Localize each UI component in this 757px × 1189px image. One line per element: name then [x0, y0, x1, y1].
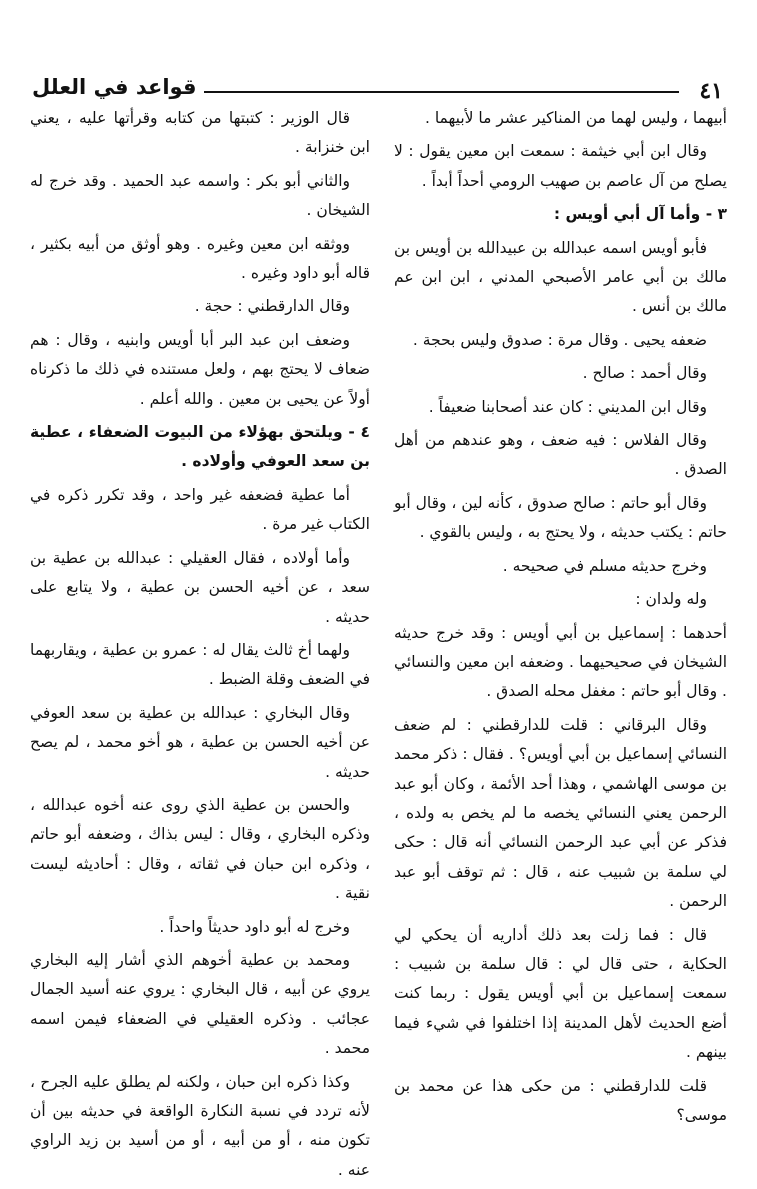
paragraph: ومحمد بن عطية أخوهم الذي أشار إليه البخاري يروي عن أبيه ، قال البخاري : يروي عنه أسيد الجمال عجائب . وذكره العقيلي في الضعفاء فيمن اسمه محمد .	[30, 950, 370, 1058]
right-column	[394, 104, 727, 1134]
section-heading: ٤ - ويلتحق بهؤلاء من البيوت الضعفاء ، عطية بن سعد العوفي وأولاده .	[30, 423, 370, 471]
paragraph: ولهما أخ ثالث يقال له : عمرو بن عطية ، ويقاربهما في الضعف وقلة الضبط .	[30, 640, 370, 689]
book-title: قواعد في العلل	[32, 75, 197, 99]
header-rule	[204, 91, 679, 93]
paragraph: وقال الفلاس : فيه ضعف ، وهو عندهم من أهل الصدق .	[394, 431, 727, 479]
paragraph: فأبو أويس اسمه عبدالله بن عبيدالله بن أويس بن مالك بن أبي عامر الأصبحي المدني ، ابن ابن عم مالك بن أنس .	[394, 238, 727, 316]
section-heading: ٣ - وأما آل أبي أويس :	[553, 205, 727, 224]
paragraph: ضعفه يحيى . وقال مرة : صدوق وليس بحجة .	[412, 330, 707, 349]
left-column	[30, 104, 370, 1189]
page-number: ٤١	[699, 78, 723, 104]
paragraph: وخرج له أبو داود حديثاً واحداً .	[159, 917, 350, 936]
paragraph: والثاني أبو بكر : واسمه عبد الحميد . وقد خرج له الشيخان .	[30, 171, 370, 220]
paragraph: وخرج حديثه مسلم في صحيحه .	[502, 556, 707, 575]
paragraph: وقال البخاري : عبدالله بن عطية بن سعد العوفي عن أخيه الحسن بن عطية ، هو أخو محمد ، لم يصح حديثه .	[30, 703, 370, 781]
paragraph: أبيهما ، وليس لهما من المناكير عشر ما لأبيهما .	[424, 109, 727, 127]
paragraph: وأما أولاده ، فقال العقيلي : عبدالله بن عطية بن سعد ، عن أخيه الحسن بن عطية ، ولا يتابع على حديثه .	[30, 548, 370, 626]
paragraph: وقال البرقاني : قلت للدارقطني : لم ضعف النسائي إسماعيل بن أبي أويس؟ . فقال : ذكر محمد بن موسى الهاشمي ، وهذا أحد الأئمة ، وكان أبو عبد الرحمن يعني النسائي يخصه ما لم يخص به ولده ، فذكر عن أبي عبد الرحمن النسائي أنه قال : حكى لي سلمة بن شبيب عنه ، قال : ثم توقف أبو عبد الرحمن .	[394, 715, 727, 911]
paragraph: قال الوزير : كتبتها من كتابه وقرأتها عليه ، يعني ابن خنزابة .	[30, 109, 370, 157]
paragraph: والحسن بن عطية الذي روى عنه أخوه عبدالله ، وذكره البخاري ، وقال : ليس بذاك ، وضعفه أبو حاتم ، وذكره ابن حبان في ثقاته ، وقال : أحاديثه ليست نقية .	[30, 795, 370, 903]
paragraph: قال : فما زلت بعد ذلك أداريه أن يحكي لي الحكاية ، حتى قال لي : قال سلمة بن شبيب : سمعت إسماعيل بن أبي أويس يقول : ربما كنت أضع الحديث لأهل المدينة إذا اختلفوا في شيء فيما بينهم .	[394, 925, 727, 1062]
paragraph: وقال أبو حاتم : صالح صدوق ، كأنه لين ، وقال أبو حاتم : يكتب حديثه ، ولا يحتج به ، وليس بالقوي .	[394, 493, 727, 542]
paragraph: ووثقه ابن معين وغيره . وهو أوثق من أبيه بكثير ، قاله أبو داود وغيره .	[30, 234, 370, 283]
paragraph: وضعف ابن عبد البر أبا أويس وابنيه ، وقال : هم ضعاف لا يحتج بهم ، ولعل مستنده في ذلك ما ذكرناه أولاً عن يحيى بن معين . والله أعلم .	[30, 330, 370, 408]
paragraph: وكذا ذكره ابن حبان ، ولكنه لم يطلق عليه الجرح ، لأنه تردد في نسبة النكارة الواقعة في حديثه بين أن تكون منه ، أو من أبيه ، أو من أسيد بن زيد الراوي عنه .	[30, 1072, 370, 1179]
paragraph: وقال الدارقطني : حجة .	[194, 297, 350, 316]
paragraph: أحدهما : إسماعيل بن أبي أويس : وقد خرج حديثه الشيخان في صحيحيهما . وضعفه ابن معين والنسائي . وقال أبو حاتم : مغفل محله الصدق .	[394, 623, 727, 701]
paragraph: وقال ابن أبي خيثمة : سمعت ابن معين يقول : لا يصلح من آل عاصم بن صهيب الرومي أحداً أبداً .	[394, 142, 727, 190]
paragraph: قلت للدارقطني : من حكى هذا عن محمد بن موسى؟	[394, 1076, 727, 1124]
paragraph: أما عطية فضعفه غير واحد ، وقد تكرر ذكره في الكتاب غير مرة .	[30, 485, 370, 534]
paragraph: وقال أحمد : صالح .	[582, 364, 707, 383]
page-header	[32, 72, 727, 102]
paragraph: وله ولدان :	[635, 590, 707, 609]
paragraph: وقال ابن المديني : كان عند أصحابنا ضعيفاً .	[428, 397, 707, 416]
